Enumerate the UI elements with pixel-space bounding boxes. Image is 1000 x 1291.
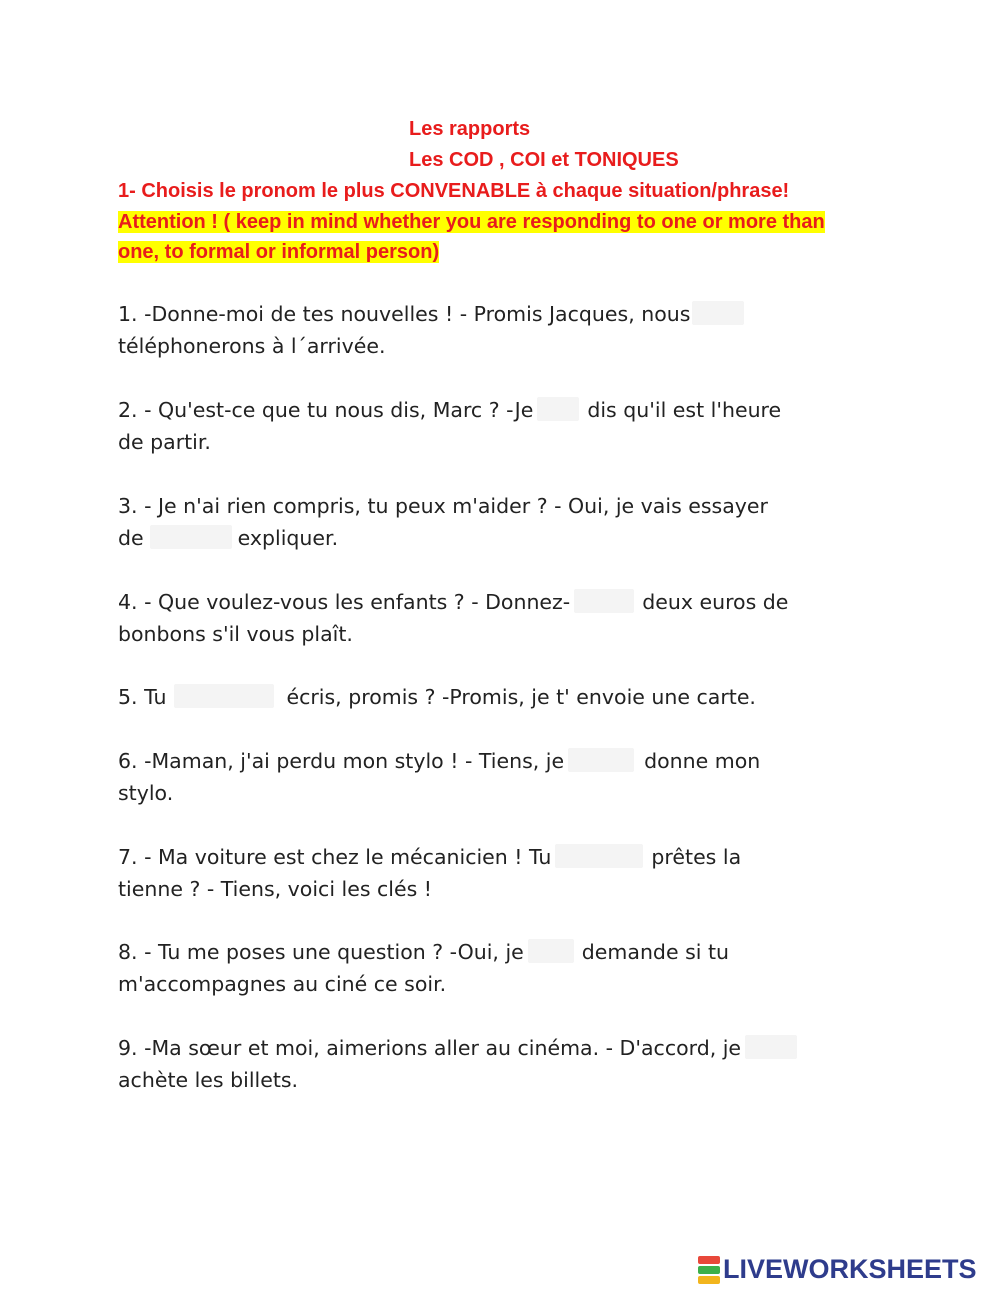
answer-blank[interactable] — [574, 589, 634, 613]
question-text: téléphonerons à l´arrivée. — [118, 334, 386, 358]
question-text: m'accompagnes au ciné ce soir. — [118, 972, 447, 996]
question-text: de partir. — [118, 430, 211, 454]
question-9 — [118, 1032, 888, 1096]
worksheet-subtitle: Les COD , COI et TONIQUES — [409, 149, 679, 171]
question-7 — [118, 841, 888, 905]
question-5 — [118, 681, 888, 713]
question-8 — [118, 936, 888, 1000]
question-text: 4. - Que voulez-vous les enfants ? - Donnez- — [118, 590, 571, 614]
question-2 — [118, 394, 888, 458]
question-text: stylo. — [118, 781, 174, 805]
question-text: 2. - Qu'est-ce que tu nous dis, Marc ? -Je — [118, 398, 534, 422]
answer-blank[interactable] — [537, 397, 579, 421]
worksheet-title: Les rapports — [409, 118, 531, 140]
question-text: demande si tu — [581, 940, 729, 964]
question-6 — [118, 745, 888, 809]
instructions — [118, 176, 858, 268]
question-text: 3. - Je n'ai rien compris, tu peux m'aider ? - Oui, je vais essayer — [118, 494, 768, 518]
answer-blank[interactable] — [745, 1035, 797, 1059]
question-text: dis qu'il est l'heure — [587, 398, 782, 422]
question-text: bonbons s'il vous plaît. — [118, 622, 353, 646]
question-text: 1. -Donne-moi de tes nouvelles ! - Promis Jacques, nous — [118, 302, 691, 326]
question-text: achète les billets. — [118, 1068, 299, 1092]
answer-blank[interactable] — [692, 301, 744, 325]
question-text: 7. - Ma voiture est chez le mécanicien ! Tu — [118, 845, 552, 869]
question-text: 9. -Ma sœur et moi, aimerions aller au cinéma. - D'accord, je — [118, 1036, 742, 1060]
answer-blank[interactable] — [528, 939, 574, 963]
instruction-text: 1- Choisis le pronom le plus CONVENABLE à chaque situation/phrase! — [118, 180, 790, 202]
question-4 — [118, 586, 888, 650]
logo-icon — [698, 1256, 720, 1284]
answer-blank[interactable] — [174, 684, 274, 708]
instruction-highlight: Attention ! ( keep in mind whether you are responding to one or more than one, to formal or informal person) — [118, 210, 825, 263]
question-text: 6. -Maman, j'ai perdu mon stylo ! - Tiens, je — [118, 749, 565, 773]
answer-blank[interactable] — [555, 844, 643, 868]
question-text: de — [118, 526, 144, 550]
question-text: écris, promis ? -Promis, je t' envoie une carte. — [286, 685, 756, 709]
question-text: prêtes la — [651, 845, 742, 869]
question-text: donne mon — [644, 749, 761, 773]
question-text: 8. - Tu me poses une question ? -Oui, je — [118, 940, 524, 964]
question-1 — [118, 298, 888, 362]
question-text: deux euros de — [642, 590, 789, 614]
answer-blank[interactable] — [568, 748, 634, 772]
liveworksheets-logo — [698, 1254, 977, 1285]
question-text: 5. Tu — [118, 685, 167, 709]
question-text: tienne ? - Tiens, voici les clés ! — [118, 877, 433, 901]
answer-blank[interactable] — [150, 525, 232, 549]
question-3 — [118, 490, 888, 554]
question-text: expliquer. — [237, 526, 339, 550]
logo-text: LIVEWORKSHEETS — [723, 1254, 977, 1284]
